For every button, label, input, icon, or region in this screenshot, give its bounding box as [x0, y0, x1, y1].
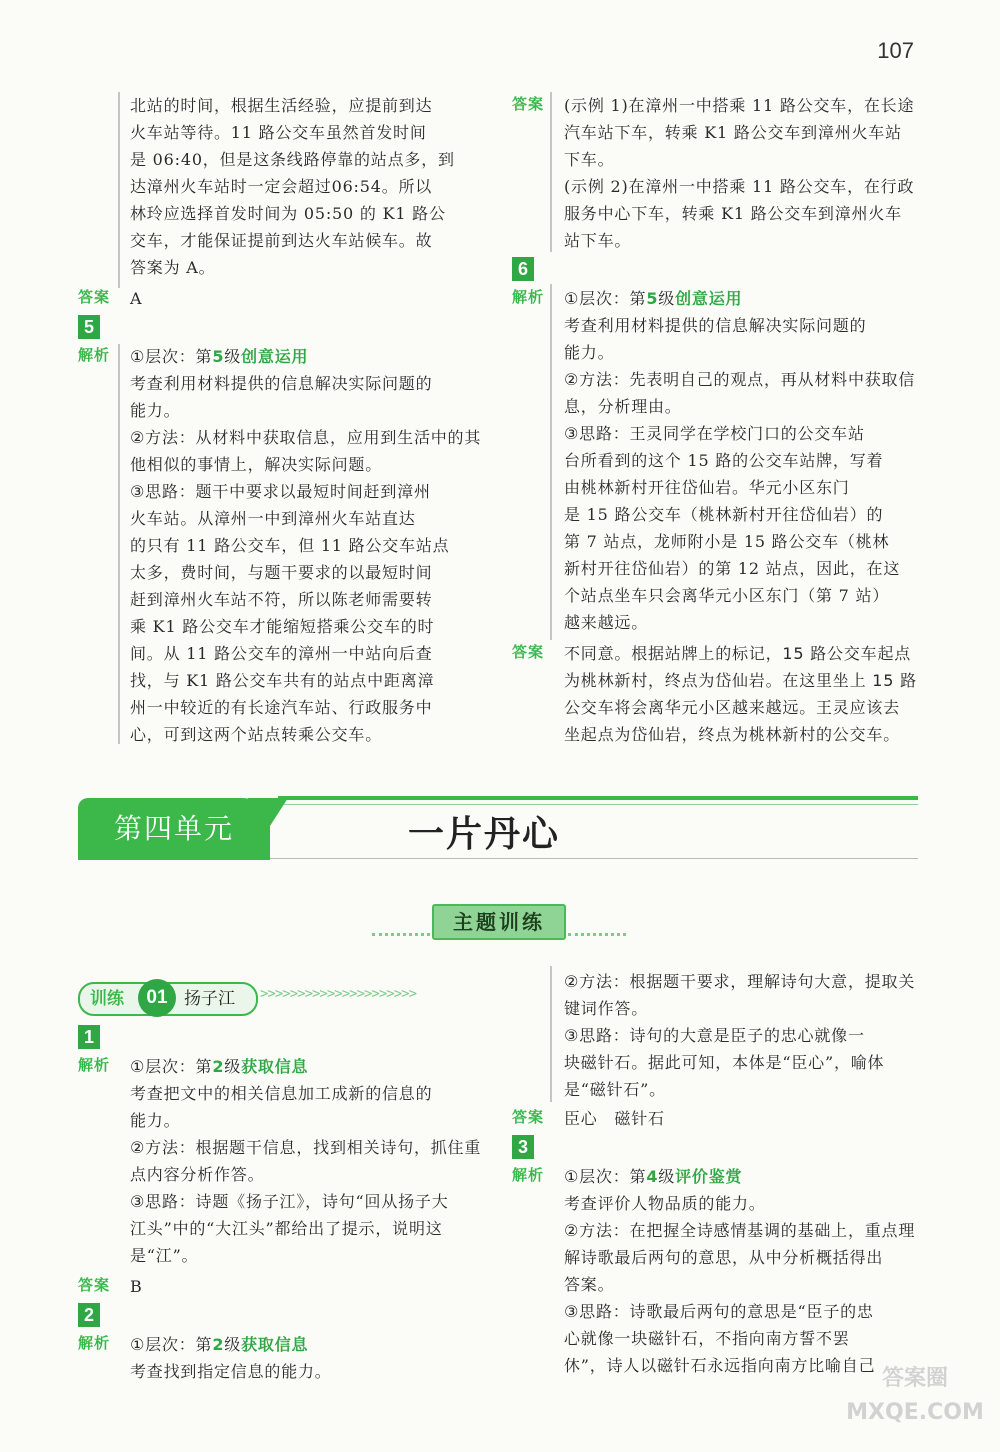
- q2-analysis: [78, 1331, 483, 1385]
- watermark: 答案圈 MXQE.COM: [846, 1366, 984, 1425]
- text-line: 考查找到指定信息的能力。: [130, 1362, 332, 1381]
- level-desc: [564, 312, 920, 366]
- unit-title: 一片丹心: [408, 813, 561, 855]
- text-line: 汽车站下车，转乘 K1 路公交车到漳州火车站: [564, 123, 902, 142]
- answer-label: 答案: [512, 95, 545, 113]
- text-line: 解诗歌最后两句的意思，从中分析概括得出: [564, 1248, 884, 1267]
- level-line: ①层次：第2级获取信息: [130, 1335, 309, 1354]
- bottom-right-column: [512, 968, 920, 1379]
- text-line: 是“江”。: [130, 1246, 199, 1265]
- method-text: ②方法：根据题干信息，找到相关诗句，抓住重 点内容分析作答。: [130, 1138, 482, 1184]
- text-line: 间。从 11 路公交车的漳州一中站向后查: [130, 644, 433, 663]
- analysis-text: [130, 92, 483, 281]
- level-line: ①层次：第5级创意运用: [564, 289, 743, 308]
- thought-text: ③思路：诗歌最后两句的意思是“臣子的忠 心就像一块磁针石，不指向南方誓不罢 休”，诗人以磁针石永远指向南方比喻自己: [564, 1302, 876, 1375]
- answer-text: 臣心 磁针石: [564, 1109, 665, 1128]
- question-number-5: 5: [78, 315, 100, 339]
- question-number-3: 3: [512, 1135, 534, 1159]
- q4-analysis-continued: [78, 92, 483, 281]
- text-line: 为桃林新村，终点为岱仙岩。在这里坐上 15 路: [564, 671, 917, 690]
- bottom-left-column: [78, 1022, 483, 1385]
- text-line: 点内容分析作答。: [130, 1165, 265, 1184]
- text-line: 江头”中的“大江头”都给出了提示，说明这: [130, 1219, 443, 1238]
- answer-label: 答案: [512, 643, 545, 661]
- answer-text: [564, 640, 920, 748]
- answer-text: B: [130, 1277, 143, 1296]
- q2-answer: [512, 1105, 920, 1132]
- training-pill: [78, 982, 258, 1016]
- text-line: 站下车。: [564, 231, 632, 250]
- level-desc: [130, 1358, 483, 1385]
- text-line: (示例 1)在漳州一中搭乘 11 路公交车，在长途: [564, 96, 915, 115]
- text-line: 块磁针石。据此可知，本体是“臣心”，喻体: [564, 1053, 885, 1072]
- analysis-label: 解析: [78, 1334, 111, 1352]
- arrow-decoration: >>>>>>>>>>>>>>>>>>>>>: [260, 986, 417, 1002]
- text-line: 找，与 K1 路公交车共有的站点中距离漳: [130, 671, 435, 690]
- unit-banner: [78, 790, 918, 868]
- question-number-2: 2: [78, 1303, 100, 1327]
- level-desc: [130, 370, 483, 424]
- q5-analysis: [78, 343, 483, 748]
- training-number: 01: [138, 979, 176, 1017]
- theme-badge: [372, 902, 632, 942]
- text-line: 答案为 A。: [130, 258, 216, 277]
- training-label: 训练: [90, 989, 124, 1009]
- text-line: 州一中较近的有长途汽车站、行政服务中: [130, 698, 433, 717]
- text-line: 能力。: [564, 343, 615, 362]
- text-line: 诗歌最后两句的意思是“臣子的忠: [629, 1302, 874, 1321]
- text-line: 新村开往岱仙岩）的第 12 站点，因此，在这: [564, 559, 901, 578]
- text-line: 第 7 站点，龙师附小是 15 路公交车（桃林: [564, 532, 890, 551]
- top-right-column: [512, 92, 920, 748]
- text-line: 从材料中获取信息，应用到生活中的其: [195, 428, 482, 447]
- text-line: 心，可到这两个站点转乘公交车。: [130, 725, 383, 744]
- text-line: 公交车将会离华元小区越来越远。王灵应该去: [564, 698, 901, 717]
- q5-answer: [512, 92, 920, 254]
- text-line: 服务中心下车，转乘 K1 路公交车到漳州火车: [564, 204, 902, 223]
- answer-text: [564, 92, 920, 254]
- text-line: 火车站等待。11 路公交车虽然首发时间: [130, 123, 427, 142]
- text-line: 赶到漳州火车站不符，所以陈老师需要转: [130, 590, 433, 609]
- text-line: 考查评价人物品质的能力。: [564, 1194, 766, 1213]
- method-text: ②方法：从材料中获取信息，应用到生活中的其 他相似的事情上，解决实际问题。: [130, 428, 482, 474]
- training-name: 扬子江: [184, 989, 235, 1009]
- unit-tab: 第四单元: [78, 798, 270, 860]
- thought-text: ③思路：王灵同学在学校门口的公交车站 台所看到的这个 15 路的公交车站牌，写着 由桃林新村开往岱仙岩。华元小区东门 是 15 路公交车（桃林新村开往岱仙岩）的 第 7 站点，龙师附小是 15 路公交车（桃林 新村开往岱仙岩）的第 12 站点，因此，在这 个站点坐车只会离华元小区东门（第 7 站） 越来越远。: [564, 424, 901, 632]
- text-line: 能力。: [130, 401, 181, 420]
- theme-label: 主题训练: [432, 904, 566, 940]
- text-line: 火车站。从漳州一中到漳州火车站直达: [130, 509, 416, 528]
- text-line: 心就像一块磁针石，不指向南方誓不罢: [564, 1329, 850, 1348]
- text-line: 休”，诗人以磁针石永远指向南方比喻自己: [564, 1356, 876, 1375]
- text-line: 他相似的事情上，解决实际问题。: [130, 455, 383, 474]
- thought-text: ③思路：诗题《扬子江》，诗句“回从扬子大 江头”中的“大江头”都给出了提示，说明这 是“江”。: [130, 1192, 449, 1265]
- text-line: 先表明自己的观点，再从材料中获取信: [629, 370, 916, 389]
- text-line: 诗句的大意是臣子的忠心就像一: [629, 1026, 865, 1045]
- text-line: 考查利用材料提供的信息解决实际问题的: [564, 316, 867, 335]
- method-text: ②方法：先表明自己的观点，再从材料中获取信 息，分析理由。: [564, 370, 916, 416]
- text-line: 王灵同学在学校门口的公交车站: [629, 424, 865, 443]
- text-line: 由桃林新村开往岱仙岩。华元小区东门: [564, 478, 850, 497]
- banner-line: [278, 796, 918, 800]
- text-line: 根据题干信息，找到相关诗句，抓住重: [195, 1138, 482, 1157]
- text-line: 越来越远。: [564, 613, 649, 632]
- text-line: 是“磁针石”。: [564, 1080, 666, 1099]
- text-line: 根据题干要求，理解诗句大意，提取关: [629, 972, 916, 991]
- level-line: ①层次：第2级获取信息: [130, 1057, 309, 1076]
- text-line: 坐起点为岱仙岩，终点为桃林新村的公交车。: [564, 725, 901, 744]
- level-line: ①层次：第4级评价鉴赏: [564, 1167, 743, 1186]
- answer-label: 答案: [512, 1108, 545, 1126]
- text-line: 题干中要求以最短时间赶到漳州: [195, 482, 431, 501]
- q2-analysis-continued: [512, 968, 920, 1103]
- text-line: 是 15 路公交车（桃林新村开往岱仙岩）的: [564, 505, 884, 524]
- dotted-line: [372, 933, 430, 936]
- text-line: 能力。: [130, 1111, 181, 1130]
- q3-analysis: [512, 1163, 920, 1379]
- text-line: 息，分析理由。: [564, 397, 682, 416]
- q1-answer: [78, 1273, 483, 1300]
- method-text: ②方法：根据题干要求，理解诗句大意，提取关 键词作答。: [564, 972, 916, 1018]
- text-line: 是 06:40，但是这条线路停靠的站点多，到: [130, 150, 455, 169]
- text-line: 键词作答。: [564, 999, 649, 1018]
- training-header: [78, 978, 498, 1014]
- text-line: 林玲应选择首发时间为 05:50 的 K1 路公: [130, 204, 446, 223]
- analysis-label: 解析: [78, 346, 111, 364]
- banner-line: [278, 804, 918, 805]
- analysis-label: 解析: [512, 288, 545, 306]
- text-line: 下车。: [564, 150, 615, 169]
- text-line: 个站点坐车只会离华元小区东门（第 7 站）: [564, 586, 890, 605]
- top-left-column: [78, 92, 483, 748]
- answer-text: A: [130, 289, 143, 308]
- q6-analysis: [512, 285, 920, 636]
- text-line: 交车，才能保证提前到达火车站候车。故: [130, 231, 433, 250]
- text-line: 在把握全诗感情基调的基础上，重点理: [629, 1221, 916, 1240]
- text-line: 诗题《扬子江》，诗句“回从扬子大: [195, 1192, 449, 1211]
- thought-text: ③思路：题干中要求以最短时间赶到漳州 火车站。从漳州一中到漳州火车站直达 的只有 11 路公交车，但 11 路公交车站点 太多，费时间，与题干要求的以最短时间 赶到漳州火车站不符，所以陈老师需要转 乘 K1 路公交车才能缩短搭乘公交车的时 间。从 11 路公交车的漳州一中站向后查 找，与 K1 路公交车共有的站点中距离漳 州一中较近的有长途汽车站、行政服务中 心，可到这两个站点转乘公交车。: [130, 482, 450, 744]
- text-line: 不同意。根据站牌上的标记，15 路公交车起点: [564, 644, 912, 663]
- q4-answer: [78, 285, 483, 312]
- text-line: 考查把文中的相关信息加工成新的信息的: [130, 1084, 433, 1103]
- method-text: ②方法：在把握全诗感情基调的基础上，重点理 解诗歌最后两句的意思，从中分析概括得出 答案。: [564, 1221, 916, 1294]
- text-line: 太多，费时间，与题干要求的以最短时间: [130, 563, 433, 582]
- banner-line: [270, 858, 918, 859]
- text-line: 乘 K1 路公交车才能缩短搭乘公交车的时: [130, 617, 435, 636]
- analysis-label: 解析: [512, 1166, 545, 1184]
- page-number: 107: [877, 38, 914, 63]
- question-number-1: 1: [78, 1025, 100, 1049]
- text-line: 台所看到的这个 15 路的公交车站牌，写着: [564, 451, 884, 470]
- answer-label: 答案: [78, 1276, 111, 1294]
- level-desc: [130, 1080, 483, 1134]
- q1-analysis: [78, 1053, 483, 1269]
- answer-label: 答案: [78, 288, 111, 306]
- text-line: 考查利用材料提供的信息解决实际问题的: [130, 374, 433, 393]
- text-line: (示例 2)在漳州一中搭乘 11 路公交车，在行政: [564, 177, 915, 196]
- level-line: ①层次：第5级创意运用: [130, 347, 309, 366]
- level-desc: [564, 1190, 920, 1217]
- q6-answer: [512, 640, 920, 748]
- text-line: 的只有 11 路公交车，但 11 路公交车站点: [130, 536, 450, 555]
- analysis-label: 解析: [78, 1056, 111, 1074]
- question-number-6: 6: [512, 257, 534, 281]
- thought-text: ③思路：诗句的大意是臣子的忠心就像一 块磁针石。据此可知，本体是“臣心”，喻体 是“磁针石”。: [564, 1026, 885, 1099]
- text-line: 达漳州火车站时一定会超过06:54。所以: [130, 177, 433, 196]
- text-line: 答案。: [564, 1275, 615, 1294]
- text-line: 北站的时间，根据生活经验，应提前到达: [130, 96, 433, 115]
- dotted-line: [568, 933, 626, 936]
